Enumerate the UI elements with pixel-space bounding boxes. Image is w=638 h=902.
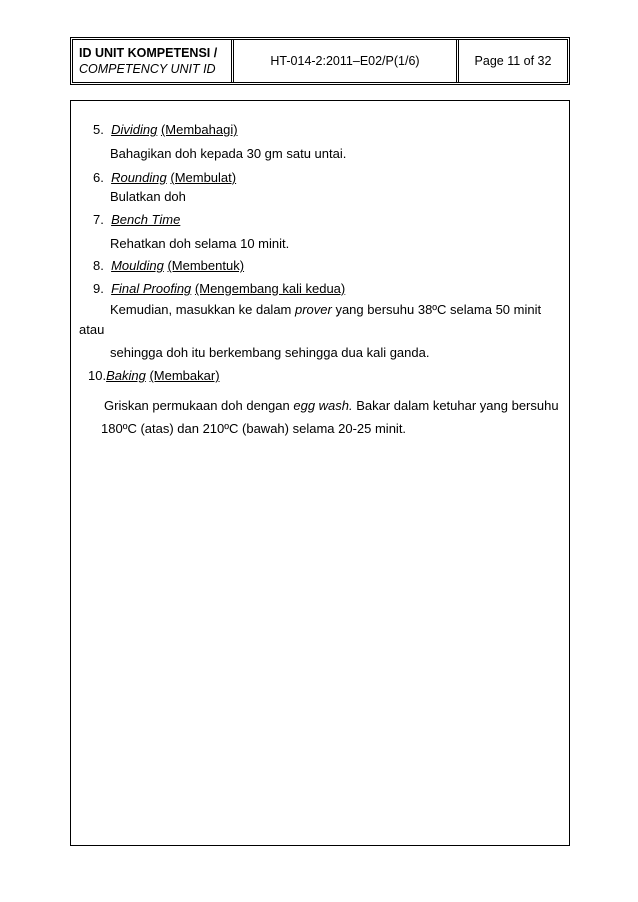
step-term: Dividing [111, 122, 158, 137]
unit-code-cell [231, 40, 456, 82]
step-10-desc-italic: egg wash. [293, 398, 353, 413]
step-translation: (Membakar) [149, 368, 220, 383]
step-5-description: Bahagikan doh kepada 30 gm satu untai. [110, 146, 347, 161]
document-header [70, 37, 570, 85]
step-10-desc-part: Bakar dalam ketuhar yang bersuhu [352, 398, 559, 413]
step-translation: (Membulat) [170, 170, 237, 185]
page-number-cell [456, 40, 567, 82]
step-10-description [104, 398, 559, 414]
unit-code: HT-014-2:2011–E02/P(1/6) [270, 54, 420, 68]
step-number: 6. [93, 170, 104, 185]
step-9-desc-part: yang bersuhu 38ºC selama 50 minit [331, 302, 542, 317]
step-9-desc-italic: prover [294, 302, 332, 317]
step-9-wrap-word: atau [79, 322, 105, 337]
step-10-description-line2: 180ºC (atas) dan 210ºC (bawah) selama 20-25 minit. [101, 421, 407, 436]
step-5-heading [93, 122, 238, 138]
step-translation: (Mengembang kali kedua) [194, 281, 346, 296]
unit-id-label-en: COMPETENCY UNIT ID [79, 62, 216, 76]
step-9-heading [93, 281, 345, 297]
step-6-heading [93, 170, 236, 186]
step-translation: (Membahagi) [160, 122, 238, 137]
step-term: Final Proofing [111, 281, 192, 296]
step-number: 7. [93, 212, 104, 227]
step-term: Baking [106, 368, 146, 383]
step-10-heading [88, 368, 220, 384]
step-9-desc-part: Kemudian, masukkan ke dalam [110, 302, 295, 317]
step-translation: (Membentuk) [167, 258, 245, 273]
step-7-description: Rehatkan doh selama 10 minit. [110, 236, 290, 251]
step-number: 9. [93, 281, 104, 296]
page-number: Page 11 of 32 [474, 54, 552, 68]
step-8-heading [93, 258, 244, 274]
step-term: Bench Time [111, 212, 181, 227]
step-6-description: Bulatkan doh [110, 189, 186, 204]
unit-id-cell [73, 40, 231, 82]
step-number: 8. [93, 258, 104, 273]
step-term: Rounding [111, 170, 167, 185]
step-9-description-line2: sehingga doh itu berkembang sehingga dua kali ganda. [110, 345, 430, 360]
step-number: 5. [93, 122, 104, 137]
step-number: 10. [88, 368, 107, 383]
step-term: Moulding [111, 258, 164, 273]
step-10-desc-part: Griskan permukaan doh dengan [104, 398, 294, 413]
unit-id-label: ID UNIT KOMPETENSI / [79, 46, 218, 60]
step-9-description [110, 302, 541, 318]
step-7-heading [93, 212, 180, 228]
